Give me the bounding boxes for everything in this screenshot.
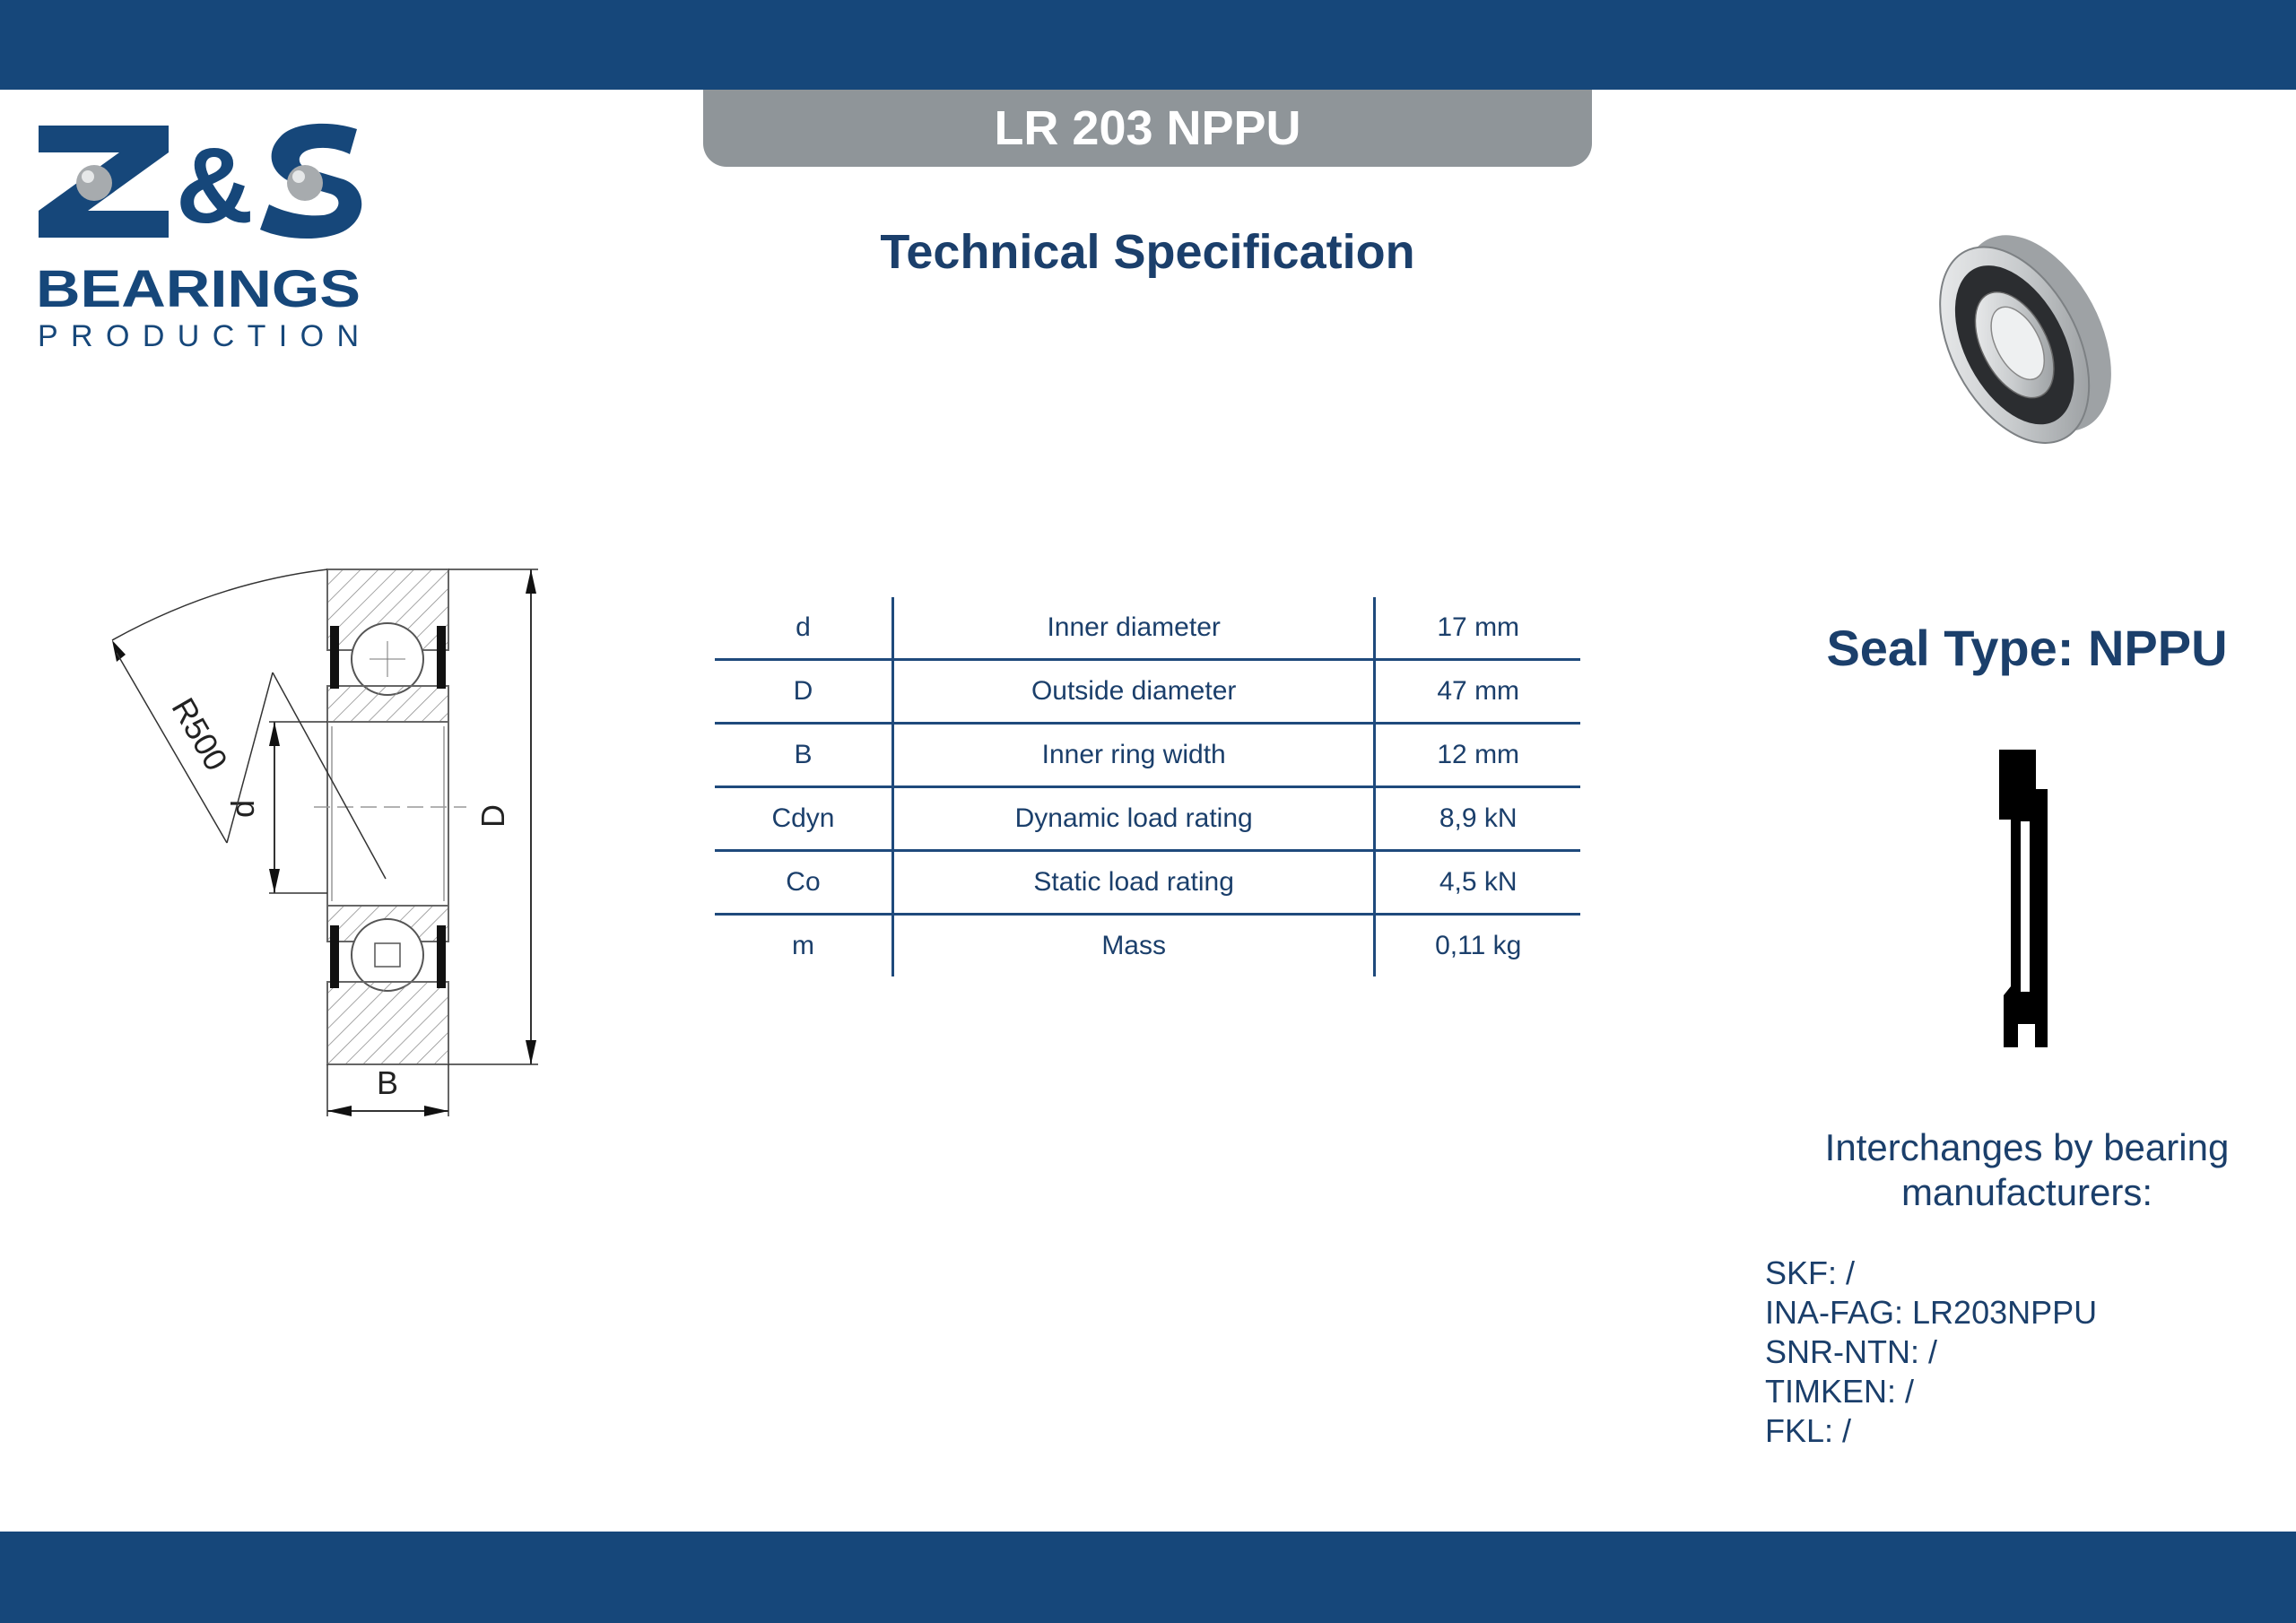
list-item: TIMKEN: /: [1765, 1373, 1915, 1410]
spec-value: 0,11 kg: [1375, 915, 1580, 977]
bearing-cross-section-drawing: [90, 556, 556, 1130]
page-subtitle: Technical Specification: [880, 225, 1415, 279]
radius-label: R500: [164, 691, 236, 777]
spec-value: 8,9 kN: [1375, 787, 1580, 851]
list-item: SNR-NTN: /: [1765, 1333, 1937, 1370]
spec-name: Static load rating: [892, 851, 1374, 915]
dimension-D-label: D: [474, 804, 511, 828]
spec-value: 17 mm: [1437, 612, 1520, 642]
specification-table: [715, 597, 1580, 976]
table-row: [715, 851, 1580, 915]
table-row: [715, 724, 1580, 787]
spec-symbol: m: [715, 915, 892, 977]
table-row: [715, 915, 1580, 977]
bearing-product-image: [1924, 229, 2121, 453]
table-row: [715, 597, 1580, 660]
list-item: FKL: /: [1765, 1412, 1852, 1449]
seal-type-title: Seal Type: NPPU: [1826, 620, 2228, 676]
company-logo: [34, 117, 366, 359]
spec-name: Outside diameter: [892, 660, 1374, 724]
bottom-banner: [0, 1532, 2296, 1623]
spec-symbol: D: [715, 660, 892, 724]
list-item: INA-FAG: LR203NPPU: [1765, 1294, 2098, 1331]
table-row: [715, 660, 1580, 724]
spec-value: 47 mm: [1375, 660, 1580, 724]
interchanges-list: [1765, 1254, 2097, 1451]
spec-name: Inner ring width: [892, 724, 1374, 787]
spec-symbol: B: [715, 724, 892, 787]
table-row: [715, 787, 1580, 851]
spec-value: 4,5 kN: [1375, 851, 1580, 915]
spec-symbol: Cdyn: [715, 787, 892, 851]
spec-value: 12 mm: [1375, 724, 1580, 787]
interchanges-title: Interchanges by bearing manufacturers:: [1824, 1126, 2230, 1213]
product-code: LR 203 NPPU: [994, 101, 1301, 155]
svg-text:&: &: [176, 126, 254, 246]
dimension-d-label: d: [224, 799, 261, 819]
logo-line1: BEARINGS: [36, 260, 361, 318]
seal-profile-drawing: [1991, 744, 2054, 1054]
spec-name: Dynamic load rating: [892, 787, 1374, 851]
list-item: SKF: /: [1765, 1254, 1856, 1291]
spec-symbol: Co: [715, 851, 892, 915]
spec-name: Mass: [892, 915, 1374, 977]
dimension-B-label: B: [376, 1064, 399, 1101]
spec-name: Inner diameter: [892, 597, 1374, 660]
spec-symbol: d: [715, 597, 892, 660]
logo-line2: PRODUCTION: [38, 319, 359, 353]
top-banner: [0, 0, 2296, 90]
product-title-tab: [703, 90, 1592, 167]
